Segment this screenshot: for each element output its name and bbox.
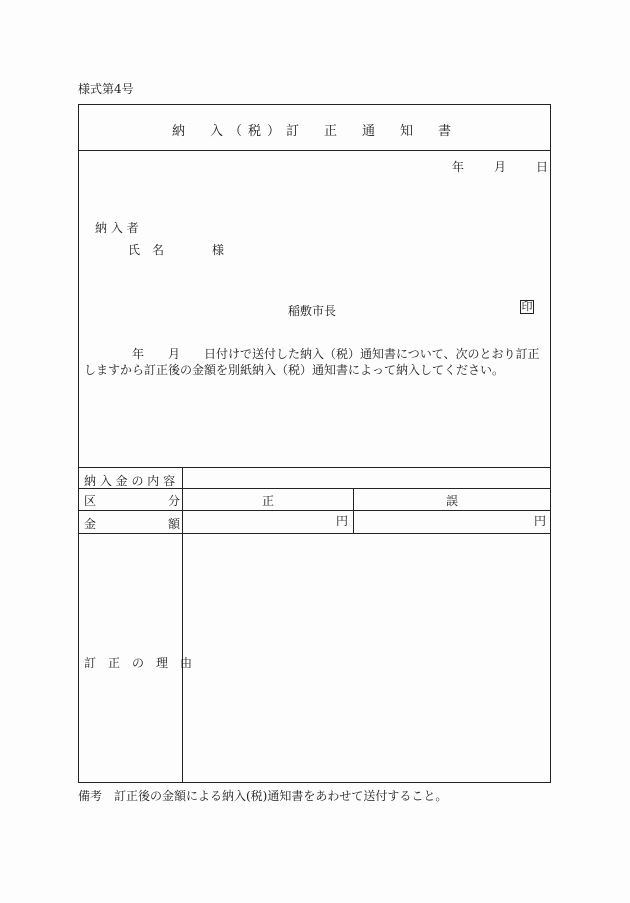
reason-label: 訂 正 の 理 由	[84, 656, 193, 670]
value-column-divider	[353, 488, 354, 533]
footnote: 備考 訂正後の金額による納入(税)通知書をあわせて送付すること。	[78, 789, 448, 803]
error-header: 誤	[446, 494, 459, 508]
correct-header: 正	[262, 494, 275, 508]
category-label-2: 分	[168, 494, 181, 508]
title-divider	[78, 150, 551, 151]
row-line-1	[78, 488, 551, 489]
body-text: 年 月 日付けで送付した納入（税）通知書について、次のとおり訂正しますから訂正後の金額を別紙納入（税）通知書によって納入してください。	[84, 347, 540, 377]
row-line-3	[78, 533, 551, 534]
seal-mark: 印	[521, 300, 533, 313]
form-number: 様式第4号	[78, 82, 134, 96]
yen-correct: 円	[336, 514, 349, 528]
content-header: 納 入 金 の 内 容	[84, 474, 176, 488]
date-line: 年 月 日	[452, 160, 551, 174]
amount-label: 金	[84, 517, 97, 531]
amount-label-2: 額	[168, 517, 181, 531]
document-title: 納 入（税）訂 正 通 知 書	[171, 124, 457, 139]
table-top-line	[78, 467, 551, 468]
name-line: 氏 名 様	[128, 243, 225, 257]
row-line-2	[78, 510, 551, 511]
yen-error: 円	[534, 514, 547, 528]
recipient-label: 納 入 者	[95, 221, 139, 235]
form-frame	[78, 104, 551, 783]
category-label: 区	[84, 494, 97, 508]
label-column-divider	[182, 467, 183, 783]
sender-name: 稲敷市長	[288, 304, 337, 318]
